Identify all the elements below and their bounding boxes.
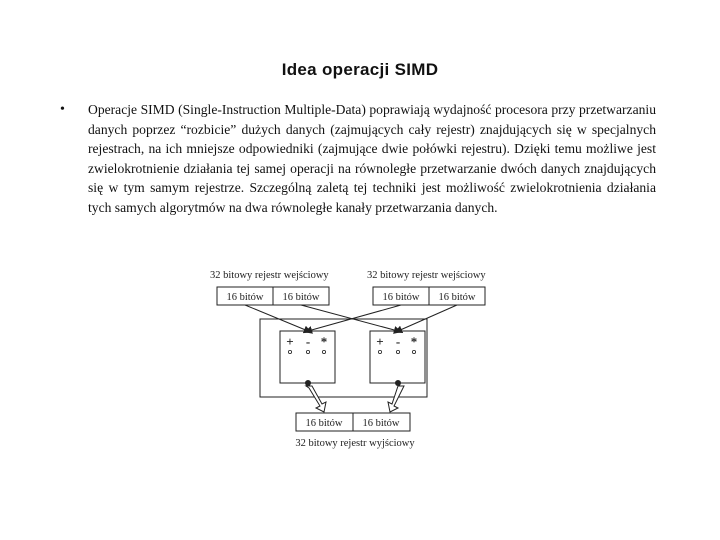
- simd-diagram: [200, 262, 510, 454]
- alu-left: [280, 331, 335, 383]
- alu-left-plus: +: [286, 334, 294, 349]
- output-register: [296, 413, 410, 431]
- input-right-high-cell: 16 bitów: [382, 292, 420, 303]
- output-high-cell: 16 bitów: [305, 418, 343, 429]
- input-right-low-cell: 16 bitów: [438, 292, 476, 303]
- alu-right-minus: -: [395, 334, 401, 349]
- bullet-text: Operacje SIMD (Single-Instruction Multiple-Data) poprawiają wydajność procesora przy przetwarzaniu danych poprzez “rozbicie” dużych danych (zajmujących cały rejestr) znajdujących się w specjalnych rejestrach, na ich mniejsze odpowiedniki (zajmujące dwie połówki rejestru). Dzięki temu możliwe jest zwielokrotnienie działania tej samej operacji na równoległe przetwarzanie dwóch danych znajdujących się w tym samym rejestrze. Szczególną zaletą tej techniki jest możliwość zwielokrotnienia działania tych samych algorytmów na dwa równoległe kanały przetwarzania danych.: [88, 102, 656, 215]
- bullet-item: [60, 100, 656, 218]
- input-connections: [245, 305, 457, 331]
- alu-left-mult: *: [320, 334, 328, 349]
- alu-right-mult: *: [410, 334, 418, 349]
- bullet-mark: •: [60, 102, 65, 117]
- input-register-right-label: 32 bitowy rejestr wejściowy: [367, 270, 486, 281]
- input-register-right: [373, 287, 485, 305]
- alu-left-output-dot: [305, 380, 311, 386]
- alu-left-minus: -: [305, 334, 311, 349]
- input-register-left: [217, 287, 329, 305]
- slide-title: Idea operacji SIMD: [281, 60, 439, 79]
- alu-right-output-dot: [395, 380, 401, 386]
- output-register-label: 32 bitowy rejestr wyjściowy: [295, 438, 415, 449]
- input-register-left-label: 32 bitowy rejestr wejściowy: [210, 270, 329, 281]
- alu-right: [370, 331, 425, 383]
- alu-right-plus: +: [376, 334, 384, 349]
- input-left-high-cell: 16 bitów: [226, 292, 264, 303]
- output-low-cell: 16 bitów: [362, 418, 400, 429]
- output-arrows: [306, 386, 404, 412]
- input-left-low-cell: 16 bitów: [282, 292, 320, 303]
